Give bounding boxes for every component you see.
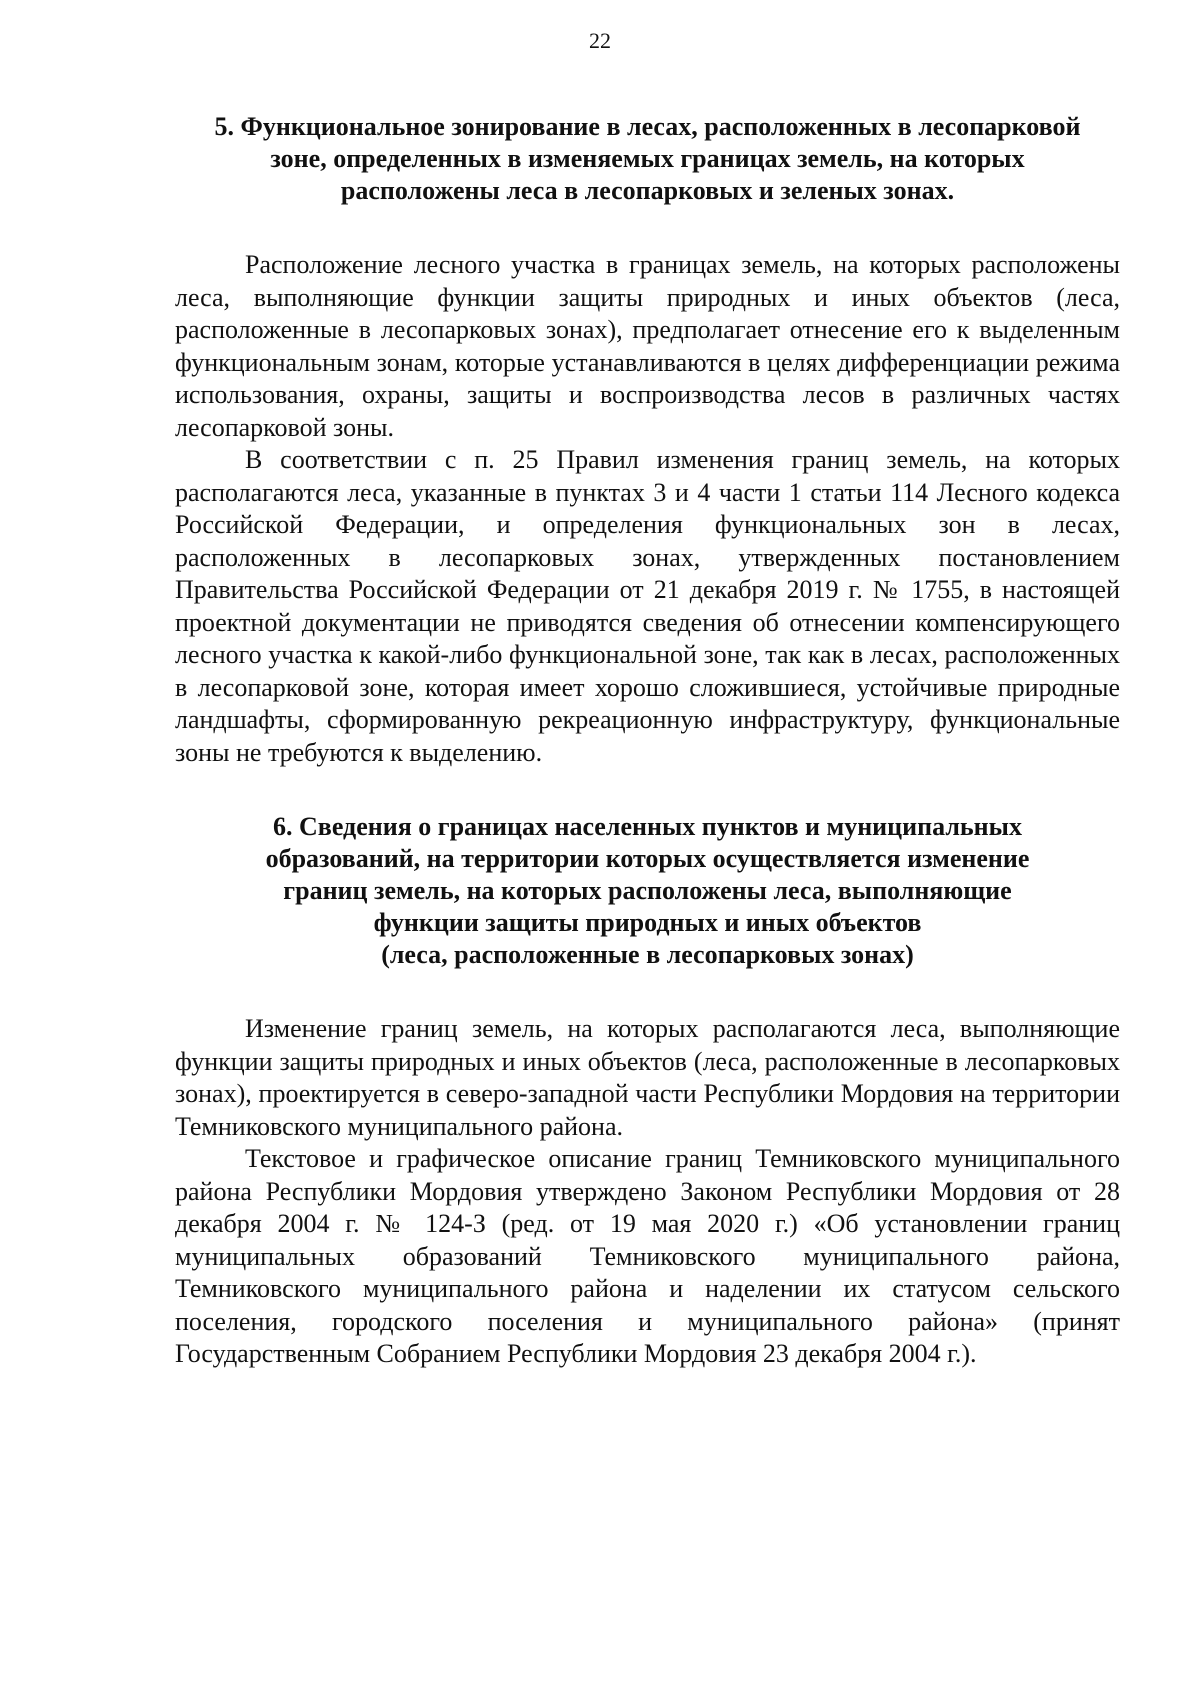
document-body (175, 111, 1120, 1371)
section-6-heading-line: образований, на территории которых осуществляется изменение (265, 844, 1030, 873)
section-6-heading (175, 811, 1120, 971)
section-5-heading-line: расположены леса в лесопарковых и зеленых зонах. (340, 176, 955, 205)
section-5-paragraph: Расположение лесного участка в границах земель, на которых расположены леса, выполняющие функции защиты природных и иных объектов (леса, расположенные в лесопарковых зонах), предполагает отнесение его к выделенным функциональным зонам, которые устанавливаются в целях дифференциации режима использования, охраны, защиты и воспроизводства лесов в различных частях лесопарковой зоны. (175, 250, 1120, 442)
section-6-heading-line: 6. Сведения о границах населенных пунктов и муниципальных (273, 812, 1022, 841)
section-6-paragraph: Текстовое и графическое описание границ Темниковского муниципального района Республики Мордовия утверждено Законом Республики Мордовия от 28 декабря 2004 г. № 124-З (ред. от 19 мая 2020 г.) «Об установлении границ муниципальных образований Темниковского муниципального района, Темниковского муниципального района и наделении их статусом сельского поселения, городского поселения и муниципального района» (принят Государственным Собранием Республики Мордовия 23 декабря 2004 г.). (175, 1144, 1120, 1368)
page-number: 22 (589, 28, 611, 53)
section-6-heading-line: границ земель, на которых расположены леса, выполняющие (283, 876, 1012, 905)
section-5-heading-line: зоне, определенных в изменяемых границах земель, на которых (270, 144, 1025, 173)
section-5-paragraph: В соответствии с п. 25 Правил изменения границ земель, на которых располагаются леса, указанные в пунктах 3 и 4 части 1 статьи 114 Лесного кодекса Российской Федерации, и определения функциональных зон в лесах, расположенных в лесопарковых зонах, утвержденных постановлением Правительства Российской Федерации от 21 декабря 2019 г. № 1755, в настоящей проектной документации не приводятся сведения об отнесении компенсирующего лесного участка к какой-либо функциональной зоне, так как в лесах, расположенных в лесопарковой зоне, которая имеет хорошо сложившиеся, устойчивые природные ландшафты, сформированную рекреационную инфраструктуру, функциональные зоны не требуются к выделению. (175, 445, 1120, 767)
section-6-heading-line: функции защиты природных и иных объектов (373, 908, 922, 937)
section-6-paragraph: Изменение границ земель, на которых располагаются леса, выполняющие функции защиты природных и иных объектов (леса, расположенные в лесопарковых зонах), проектируется в северо-западной части Республики Мордовия на территории Темниковского муниципального района. (175, 1014, 1120, 1141)
section-6-heading-line: (леса, расположенные в лесопарковых зонах) (381, 940, 914, 969)
section-5-heading-line: 5. Функциональное зонирование в лесах, расположенных в лесопарковой (214, 112, 1081, 141)
section-5-heading (175, 111, 1120, 207)
